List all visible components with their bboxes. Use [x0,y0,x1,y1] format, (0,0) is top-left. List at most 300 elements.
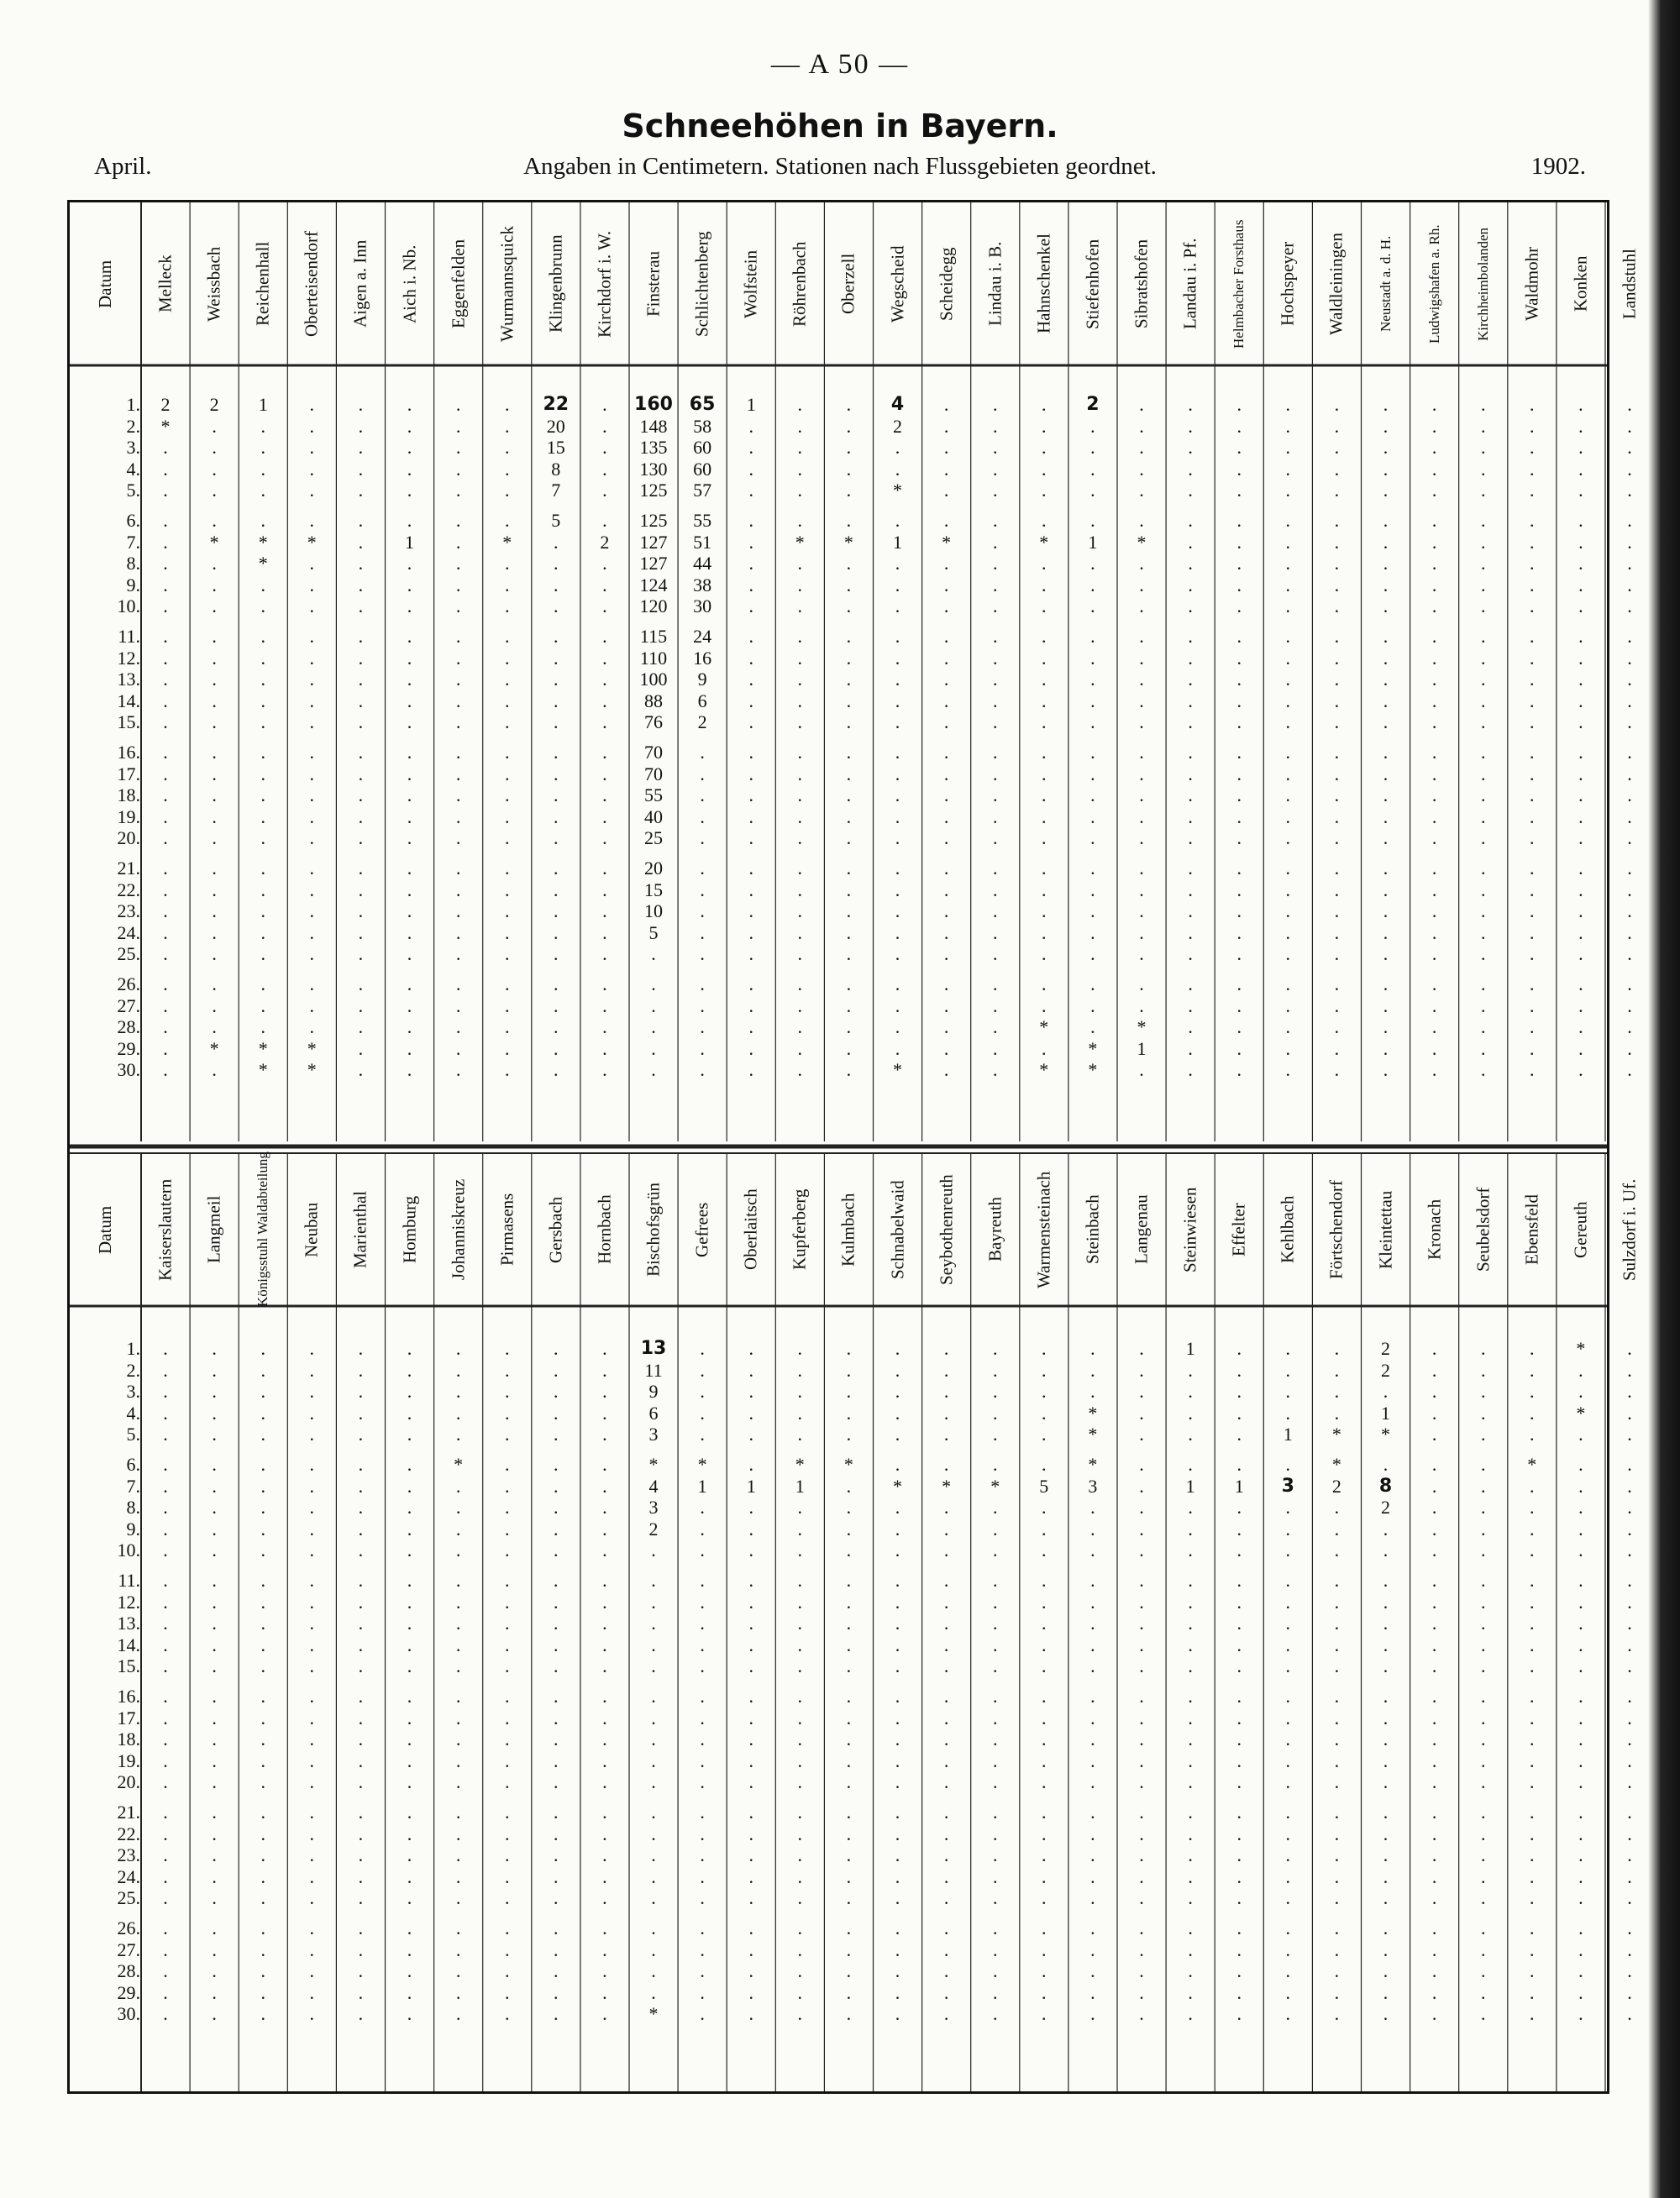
empty-cell: . [554,763,559,784]
empty-cell: . [1188,742,1193,763]
empty-cell: . [1530,1749,1535,1771]
empty-cell: . [358,647,364,669]
empty-cell: . [309,921,315,943]
date-label: 16. [117,1686,140,1707]
empty-cell: . [1530,943,1535,965]
snow-depth-value: * [942,1475,952,1497]
empty-cell: . [554,1749,559,1771]
empty-cell: . [943,1059,949,1081]
empty-cell: . [943,973,949,994]
empty-cell: . [1627,510,1632,531]
empty-cell: . [1042,943,1047,965]
empty-cell: . [1042,437,1047,459]
empty-cell: . [602,1981,607,2003]
empty-cell: . [1285,531,1291,553]
empty-cell: . [1285,827,1291,849]
empty-cell: . [260,480,265,501]
empty-cell: . [1042,1823,1047,1844]
empty-cell: . [943,1381,949,1403]
empty-cell: . [1334,784,1340,806]
date-label: 25. [117,943,140,965]
empty-cell: . [455,1381,461,1403]
empty-cell: . [455,763,461,784]
empty-cell: . [1480,1518,1486,1540]
empty-cell: . [1090,879,1095,900]
empty-cell: . [1236,879,1242,900]
date-label: 18. [117,1728,140,1750]
snow-depth-value: 4 [648,1475,659,1497]
empty-cell: . [943,763,949,784]
snow-depth-value: 115 [639,626,668,647]
empty-cell: . [1530,1591,1535,1613]
snow-depth-value: 40 [644,805,663,827]
empty-cell: . [1334,900,1340,922]
empty-cell: . [846,595,852,617]
empty-cell: . [309,458,315,480]
empty-cell: . [358,900,364,922]
snow-depth-value: * [258,553,268,574]
empty-cell: . [602,711,607,733]
empty-cell: . [163,973,168,994]
empty-cell: . [1627,690,1632,711]
empty-cell: . [1090,1634,1095,1655]
description-label: Angaben in Centimetern. Stationen nach Flussgebieten geordnet. [523,153,1157,180]
empty-cell: . [554,943,559,965]
empty-cell: . [1578,1707,1583,1728]
empty-cell: . [260,1749,265,1771]
empty-cell: . [895,1381,900,1403]
empty-cell: . [1578,1844,1583,1866]
empty-cell: . [455,1402,461,1424]
empty-cell: . [455,879,461,900]
snow-depth-value: 120 [639,595,668,617]
empty-cell: . [992,994,998,1016]
empty-cell: . [407,1381,412,1403]
empty-cell: . [1431,1960,1437,1982]
empty-cell: . [602,553,607,574]
empty-cell: . [455,1960,461,1982]
empty-cell: . [1139,669,1144,690]
empty-cell: . [1578,437,1583,459]
empty-cell: . [212,574,217,595]
empty-cell: . [1480,1728,1486,1750]
station-header: Klingenbrunn [545,234,566,333]
date-label: 7. [126,1475,140,1497]
empty-cell: . [554,647,559,669]
empty-cell: . [1334,1686,1340,1707]
empty-cell: . [1431,1338,1437,1359]
empty-cell: . [895,943,900,965]
empty-cell: . [846,1518,852,1540]
empty-cell: . [212,1771,217,1793]
empty-cell: . [260,879,265,900]
empty-cell: . [1383,943,1389,965]
empty-cell: . [846,1591,852,1613]
empty-cell: . [1042,1518,1047,1540]
empty-cell: . [700,1938,705,1960]
snow-depth-value: 7 [551,480,561,501]
snow-depth-value: * [843,1454,853,1475]
empty-cell: . [407,690,412,711]
empty-cell: . [943,1771,949,1793]
empty-cell: . [163,1771,168,1793]
empty-cell: . [260,1402,265,1424]
empty-cell: . [846,973,852,994]
empty-cell: . [1431,1591,1437,1613]
empty-cell: . [1627,1844,1632,1866]
empty-cell: . [1431,1686,1437,1707]
empty-cell: . [260,1381,265,1403]
empty-cell: . [992,415,998,437]
empty-cell: . [1627,1540,1632,1561]
empty-cell: . [163,1037,168,1059]
empty-cell: . [1480,1844,1486,1866]
empty-cell: . [455,2003,461,2025]
station-header: Sibratshofen [1131,239,1152,329]
empty-cell: . [1383,1865,1389,1887]
empty-cell: . [1530,784,1535,806]
empty-cell: . [1042,458,1047,480]
empty-cell: . [163,900,168,922]
empty-cell: . [943,1981,949,2003]
empty-cell: . [1578,994,1583,1016]
empty-cell: . [504,1454,510,1475]
empty-cell: . [1480,994,1486,1016]
empty-cell: . [554,1634,559,1655]
empty-cell: . [1090,480,1095,501]
empty-cell: . [407,1540,412,1561]
empty-cell: . [260,1570,265,1591]
station-header: Wurmannsquick [496,226,517,342]
empty-cell: . [943,690,949,711]
empty-cell: . [1383,711,1389,733]
empty-cell: . [602,1402,607,1424]
empty-cell: . [163,2003,168,2025]
empty-cell: . [992,647,998,669]
empty-cell: . [651,1016,656,1038]
empty-cell: . [651,1707,656,1728]
station-header: Oberzell [837,253,858,315]
empty-cell: . [1236,921,1242,943]
empty-cell: . [309,827,315,849]
empty-cell: . [1236,531,1242,553]
empty-cell: . [358,595,364,617]
empty-cell: . [212,1359,217,1381]
empty-cell: . [1627,943,1632,965]
empty-cell: . [700,900,705,922]
empty-cell: . [1334,1823,1340,1844]
empty-cell: . [455,1887,461,1909]
empty-cell: . [1627,711,1632,733]
empty-cell: . [943,827,949,849]
empty-cell: . [504,1381,510,1403]
empty-cell: . [504,574,510,595]
date-label: 8. [126,553,140,574]
empty-cell: . [1139,973,1144,994]
empty-cell: . [1042,1802,1047,1823]
empty-cell: . [163,1059,168,1081]
empty-cell: . [943,1655,949,1677]
station-header: Neubau [301,1202,322,1257]
empty-cell: . [1139,1634,1144,1655]
empty-cell: . [1334,1728,1340,1750]
empty-cell: . [163,1402,168,1424]
empty-cell: . [1578,1540,1583,1561]
empty-cell: . [1236,1728,1242,1750]
date-label: 6. [126,510,140,531]
empty-cell: . [992,690,998,711]
empty-cell: . [797,1016,803,1038]
empty-cell: . [260,1728,265,1750]
empty-cell: . [309,1540,315,1561]
empty-cell: . [1285,626,1291,647]
empty-cell: . [1334,858,1340,879]
empty-cell: . [1139,1540,1144,1561]
empty-cell: . [1090,1981,1095,2003]
empty-cell: . [797,1338,803,1359]
empty-cell: . [407,858,412,879]
empty-cell: . [1530,458,1535,480]
snow-depth-value: 60 [693,458,712,480]
empty-cell: . [992,879,998,900]
empty-cell: . [358,1338,364,1359]
snow-depth-value: 3 [1281,1475,1294,1497]
empty-cell: . [407,900,412,922]
empty-cell: . [407,1634,412,1655]
snow-depth-value: * [1088,1402,1098,1424]
empty-cell: . [554,574,559,595]
empty-cell: . [309,394,315,415]
empty-cell: . [1139,480,1144,501]
empty-cell: . [602,647,607,669]
empty-cell: . [700,1655,705,1677]
empty-cell: . [455,1802,461,1823]
snow-depth-value: 1 [1283,1424,1293,1445]
empty-cell: . [846,900,852,922]
empty-cell: . [1139,1823,1144,1844]
snow-depth-value: 5 [648,921,659,943]
snow-depth-value: 160 [634,394,673,415]
empty-cell: . [309,763,315,784]
station-header: Königsstuhl Waldabteilung [255,1151,271,1308]
empty-cell: . [1383,1981,1389,2003]
empty-cell: . [1188,1749,1193,1771]
empty-cell: . [602,1938,607,1960]
empty-cell: . [846,1634,852,1655]
empty-cell: . [1090,415,1095,437]
empty-cell: . [1383,879,1389,900]
date-label: 29. [117,1037,140,1059]
empty-cell: . [943,858,949,879]
empty-cell: . [748,827,753,849]
empty-cell: . [407,742,412,763]
empty-cell: . [1383,1613,1389,1634]
empty-cell: . [163,480,168,501]
empty-cell: . [212,827,217,849]
empty-cell: . [260,690,265,711]
empty-cell: . [1578,1497,1583,1519]
empty-cell: . [1139,711,1144,733]
empty-cell: . [1334,1802,1340,1823]
empty-cell: . [1090,574,1095,595]
empty-cell: . [895,1802,900,1823]
empty-cell: . [1431,1016,1437,1038]
snow-depth-value: * [1137,531,1147,553]
empty-cell: . [504,647,510,669]
empty-cell: . [1236,1591,1242,1613]
empty-cell: . [358,1938,364,1960]
empty-cell: . [748,1359,753,1381]
empty-cell: . [358,669,364,690]
empty-cell: . [1236,1497,1242,1519]
empty-cell: . [895,994,900,1016]
empty-cell: . [1188,1613,1193,1634]
empty-cell: . [163,994,168,1016]
empty-cell: . [748,1844,753,1866]
empty-cell: . [260,1591,265,1613]
empty-cell: . [1285,1016,1291,1038]
empty-cell: . [1480,1938,1486,1960]
empty-cell: . [1480,742,1486,763]
empty-cell: . [504,1771,510,1793]
empty-cell: . [1578,458,1583,480]
empty-cell: . [1480,1359,1486,1381]
empty-cell: . [358,1497,364,1519]
date-label: 4. [126,1402,140,1424]
empty-cell: . [1383,626,1389,647]
empty-cell: . [1480,1960,1486,1982]
empty-cell: . [163,1938,168,1960]
empty-cell: . [895,921,900,943]
empty-cell: . [1285,1381,1291,1403]
empty-cell: . [748,1497,753,1519]
empty-cell: . [1236,784,1242,806]
empty-cell: . [1188,1728,1193,1750]
empty-cell: . [212,1402,217,1424]
empty-cell: . [1383,1518,1389,1540]
empty-cell: . [1383,1887,1389,1909]
snow-depth-value: 70 [644,763,663,784]
empty-cell: . [602,1707,607,1728]
empty-cell: . [846,1424,852,1445]
snow-depth-value: 3 [1088,1475,1098,1497]
empty-cell: . [407,458,412,480]
empty-cell: . [1334,763,1340,784]
snow-depth-value: 3 [648,1424,659,1445]
empty-cell: . [797,647,803,669]
empty-cell: . [748,921,753,943]
empty-cell: . [455,647,461,669]
empty-cell: . [943,1634,949,1655]
empty-cell: . [992,458,998,480]
snow-depth-value: * [648,1454,659,1475]
snow-depth-value: 25 [644,827,663,849]
empty-cell: . [943,805,949,827]
empty-cell: . [1431,690,1437,711]
empty-cell: . [1383,437,1389,459]
empty-cell: . [504,1749,510,1771]
empty-cell: . [943,1454,949,1475]
empty-cell: . [748,574,753,595]
empty-cell: . [1285,1570,1291,1591]
empty-cell: . [554,1728,559,1750]
empty-cell: . [358,1454,364,1475]
date-label: 27. [117,994,140,1016]
empty-cell: . [1139,943,1144,965]
empty-cell: . [943,415,949,437]
empty-cell: . [1042,1359,1047,1381]
empty-cell: . [554,1402,559,1424]
empty-cell: . [1530,711,1535,733]
empty-cell: . [895,879,900,900]
empty-cell: . [1285,1402,1291,1424]
empty-cell: . [797,879,803,900]
empty-cell: . [455,1749,461,1771]
empty-cell: . [748,1016,753,1038]
empty-cell: . [1530,1802,1535,1823]
empty-cell: . [1285,1591,1291,1613]
empty-cell: . [651,1938,656,1960]
empty-cell: . [504,879,510,900]
empty-cell: . [212,595,217,617]
empty-cell: . [700,1865,705,1887]
empty-cell: . [1188,553,1193,574]
empty-cell: . [358,763,364,784]
empty-cell: . [1042,994,1047,1016]
empty-cell: . [260,1707,265,1728]
empty-cell: . [943,1917,949,1938]
empty-cell: . [895,1402,900,1424]
empty-cell: . [1334,879,1340,900]
empty-cell: . [260,827,265,849]
empty-cell: . [1530,742,1535,763]
empty-cell: . [602,1823,607,1844]
empty-cell: . [1139,1059,1144,1081]
empty-cell: . [602,1475,607,1497]
empty-cell: . [992,1424,998,1445]
empty-cell: . [700,2003,705,2025]
snow-depth-value: 44 [693,553,712,574]
empty-cell: . [1334,1591,1340,1613]
empty-cell: . [1042,1981,1047,2003]
empty-cell: . [554,994,559,1016]
empty-cell: . [554,1960,559,1982]
empty-cell: . [1627,1686,1632,1707]
empty-cell: . [1627,1887,1632,1909]
snow-depth-value: 15 [644,879,663,900]
empty-cell: . [1334,1655,1340,1677]
empty-cell: . [602,1634,607,1655]
empty-cell: . [602,1686,607,1707]
empty-cell: . [1578,626,1583,647]
empty-cell: . [1480,531,1486,553]
empty-cell: . [846,1402,852,1424]
empty-cell: . [651,1844,656,1866]
empty-cell: . [700,1707,705,1728]
empty-cell: . [1334,973,1340,994]
empty-cell: . [1188,1402,1193,1424]
empty-cell: . [1530,763,1535,784]
empty-cell: . [1578,394,1583,415]
empty-cell: . [1578,690,1583,711]
empty-cell: . [846,1865,852,1887]
empty-cell: . [1236,1887,1242,1909]
empty-cell: . [748,1570,753,1591]
empty-cell: . [1431,669,1437,690]
empty-cell: . [1042,553,1047,574]
empty-cell: . [504,1844,510,1866]
empty-cell: . [797,690,803,711]
